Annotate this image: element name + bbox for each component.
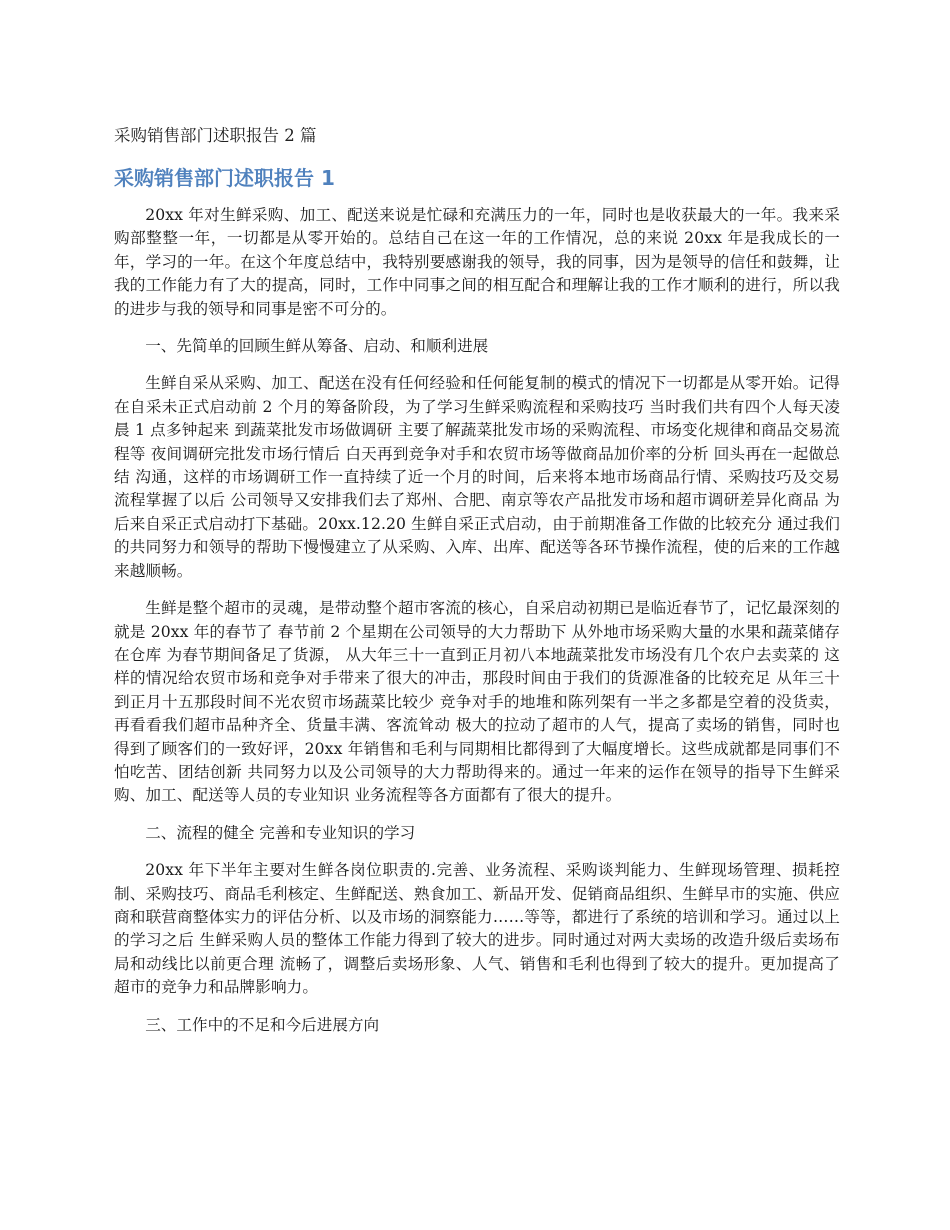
document-page: [114, 124, 840, 1051]
subheading-review: 一、先简单的回顾生鲜从筹备、启动、和顺利进展: [145, 337, 489, 356]
subheading-process: 二、流程的健全 完善和专业知识的学习: [145, 823, 416, 842]
paragraph-spring-festival: 生鲜是整个超市的灵魂，是带动整个超市客流的核心，自采启动初期已是临近春节了，记忆最深刻的就是 20xx 年的春节了 春节前 2 个星期在公司领导的大力帮助下 从外地市场采购大量的水果和蔬菜储存在仓库 为春节期间备足了货源， 从大年三十一直到正月初八本地蔬菜批发市场没有几个农户去卖菜的 这样的情况给农贸市场和竞争对手带来了很大的冲击，那段时间由于我们的货源准备的比较充足 从年三十到正月十五那段时间不光农贸市场蔬菜比较少 竞争对手的地堆和陈列架有一半之多都是空着的没货卖，再看看我们超市品种齐全、货量丰满、客流耸动 极大的拉动了超市的人气，提高了卖场的销售，同时也得到了顾客们的一致好评，20xx 年销售和毛利与同期相比都得到了大幅度增长。这些成就都是同事们不怕吃苦、团结创新 共同努力以及公司领导的大力帮助得来的。通过一年来的运作在领导的指导下生鲜采购、加工、配送等人员的专业知识 业务流程等各方面都有了很大的提升。: [114, 599, 840, 805]
subheading-shortcomings: 三、工作中的不足和今后进展方向: [145, 1015, 380, 1034]
paragraph-intro: 20xx 年对生鲜采购、加工、配送来说是忙碌和充满压力的一年，同时也是收获最大的一年。我来采购部整整一年，一切都是从零开始的。总结自己在这一年的工作情况，总的来说 20xx 年是我成长的一年，学习的一年。在这个年度总结中，我特别要感谢我的领导，我的同事，因为是领导的信任和鼓舞，让我的工作能力有了大的提高，同时，工作中同事之间的相互配合和理解让我的工作才顺利的进行，所以我的进步与我的领导和同事是密不可分的。: [114, 206, 840, 318]
document-title: 采购销售部门述职报告 2 篇: [114, 126, 317, 145]
section-heading: 采购销售部门述职报告 1: [114, 166, 335, 190]
paragraph-preparation: 生鲜自采从采购、加工、配送在没有任何经验和任何能复制的模式的情况下一切都是从零开始。记得在自采未正式启动前 2 个月的筹备阶段，为了学习生鲜采购流程和采购技巧 当时我们共有四个人每天凌晨 1 点多钟起来 到蔬菜批发市场做调研 主要了解蔬菜批发市场的采购流程、市场变化规律和商品交易流程等 夜间调研完批发市场行情后 白天再到竞争对手和农贸市场等做商品加价率的分析 回头再在一起做总结 沟通，这样的市场调研工作一直持续了近一个月的时间，后来将本地市场商品行情、采购技巧及交易流程掌握了以后 公司领导又安排我们去了郑州、合肥、南京等农产品批发市场和超市调研差异化商品 为后来自采正式启动打下基础。20xx.12.20 生鲜自采正式启动，由于前期准备工作做的比较充分 通过我们的共同努力和领导的帮助下慢慢建立了从采购、入库、出库、配送等各环节操作流程，使的后来的工作越来越顺畅。: [114, 374, 840, 580]
paragraph-training: 20xx 年下半年主要对生鲜各岗位职责的.完善、业务流程、采购谈判能力、生鲜现场管理、损耗控制、采购技巧、商品毛利核定、生鲜配送、熟食加工、新品开发、促销商品组织、生鲜早市的实施、供应商和联营商整体实力的评估分析、以及市场的洞察能力……等等，都进行了系统的培训和学习。通过以上的学习之后 生鲜采购人员的整体工作能力得到了较大的进步。同时通过对两大卖场的改造升级后卖场布局和动线比以前更合理 流畅了，调整后卖场形象、人气、销售和毛利也得到了较大的提升。更加提高了超市的竞争力和品牌影响力。: [114, 861, 840, 997]
